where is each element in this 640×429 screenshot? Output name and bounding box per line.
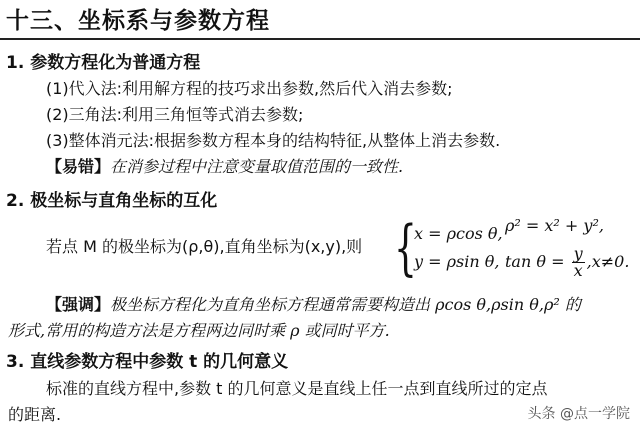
equation-y: y = ρsin θ, [414,252,500,271]
section-3-line-1: 标准的直线方程中,参数 t 的几何意义是直线上任一点到直线所过的定点 [46,379,548,398]
section-1-item-3: (3)整体消元法:根据参数方程本身的结构特征,从整体上消去参数. [46,131,501,150]
note-tag: 【易错】 [46,157,111,176]
note-tag: 【强调】 [46,295,111,314]
fraction-denominator: x [573,261,583,280]
section-3-heading: 3. 直线参数方程中参数 t 的几何意义 [6,352,289,372]
equation-rho-squared: ρ² = x² + y², [505,216,604,235]
note-text: 极坐标方程化为直角坐标方程通常需要构造出 ρcos θ,ρsin θ,ρ² 的 [110,295,581,314]
note-text: 在消参过程中注意变量取值范围的一致性. [110,157,404,176]
section-2-heading: 2. 极坐标与直角坐标的互化 [6,191,218,211]
section-3-line-2: 的距离. [8,405,62,424]
section-1-note [46,154,403,177]
equation-tan-left: tan θ = [505,252,565,271]
equation-x: x = ρcos θ, [414,224,503,243]
fraction-numerator: y [573,244,583,263]
equation-tan [505,246,629,279]
section-2-note-line-2: 形式,常用的构造方法是方程两边同时乘 ρ 或同时平方. [8,321,390,340]
title-divider [0,38,640,40]
fraction [572,246,585,279]
section-1-heading: 1. 参数方程化为普通方程 [6,53,201,73]
equation-tan-right: ,x≠0. [586,252,630,271]
equation-brace: { [394,213,417,283]
section-1-item-1: (1)代入法:利用解方程的技巧求出参数,然后代入消去参数; [46,79,453,98]
section-2-note-line-1 [46,292,581,315]
page-title: 十三、坐标系与参数方程 [6,8,270,34]
section-1-item-2: (2)三角法:利用三角恒等式消去参数; [46,105,304,124]
watermark: 头条 @点一学院 [527,406,630,422]
section-2-statement: 若点 M 的极坐标为(ρ,θ),直角坐标为(x,y),则 [46,237,363,256]
